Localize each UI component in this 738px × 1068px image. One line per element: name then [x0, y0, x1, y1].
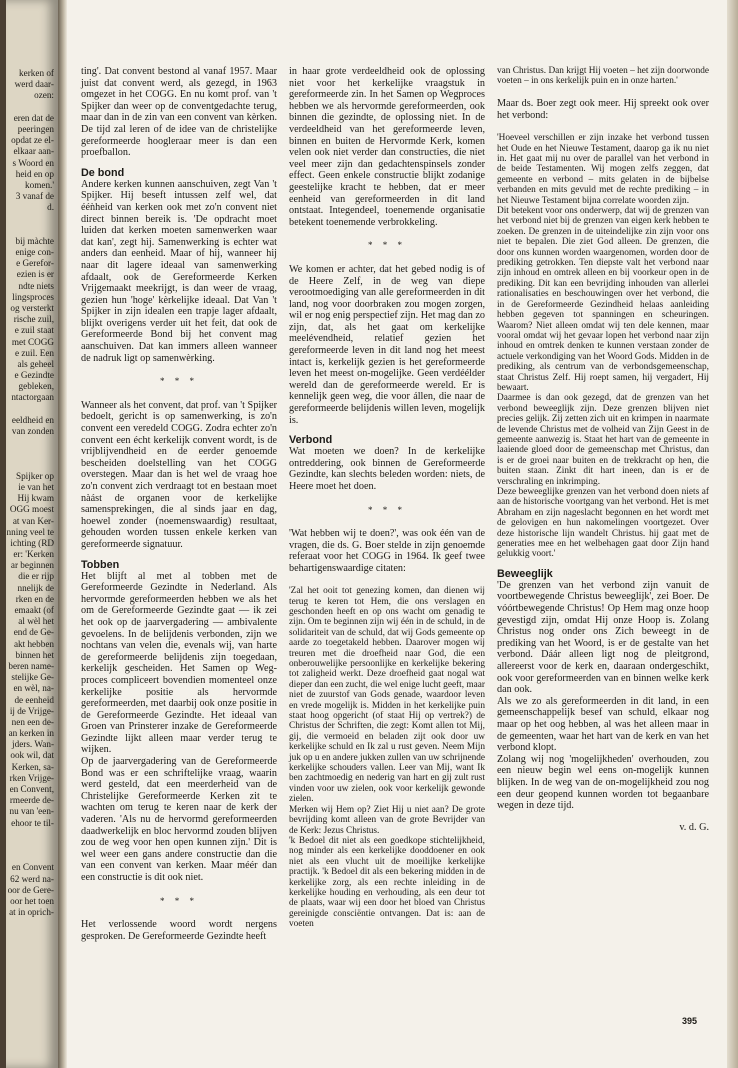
section-heading-verbond: Verbond [289, 434, 333, 447]
previous-page-line [6, 840, 54, 851]
previous-page-line: oor het toen [10, 895, 54, 906]
previous-page-line: nnelijk de [17, 582, 54, 593]
page-edge [727, 0, 738, 1068]
column-3 [497, 66, 709, 833]
previous-page-line: nning veel te [6, 526, 54, 537]
previous-page-line: enige con- [15, 247, 54, 257]
paragraph: Wat moeten we doen? In de kerkelijke ontreddering, ook binnen de Gereformeerde Gezindte, kan slechts beleden worden: niets, de Heere moet het doen. [289, 446, 485, 492]
previous-page-line: binnen het [15, 649, 54, 660]
previous-page-line: e zuil. Een [14, 347, 54, 358]
previous-page-line [6, 437, 54, 448]
previous-page-line: at van Ker- [12, 515, 54, 526]
previous-page-line: Spijker op [15, 470, 54, 481]
paragraph: Het verlossende woord wordt nergens gesproken. De Gereformeerde Gezindte heeft [81, 919, 277, 942]
paragraph: Andere kerken kunnen aanschuiven, zegt Van 't Spijker. Hij beseft intussen zelf wel, dat ééǹheid van kerken ook met zo'n convent niet direct binnen bereik is. 'De opdracht moet luiden dat kerken moeten samenwerken waar dat kan', zegt hij. Samenwerking is echter wat anders dan eenheid. Maar of hij, wanneer hij naar dit lagere ideaal van samenwerking afdaalt, ook de Gereformeerde Kerken Vrijgemaakt meekrijgt, is dan weer de vraag, gezien hun 'hoge' kèrkelijke ideaal. Dat Van 't Spijker in zijn idealen een trapje lager afdaalt, blijkt overigens verder uit het feit, dat ook de Gereformeerde Bond bij het convent mag aanschuiven. Dat kan immers alleen wanneer de nadruk ligt op samenwèrking. [81, 178, 277, 364]
previous-page-line: met COGG [11, 336, 54, 347]
previous-page-line: komen.' [25, 179, 54, 190]
section-divider: * * * [368, 504, 406, 515]
paragraph: Als we zo als gereformeerden in dit land, in een gemeenschappelijk besef van schuld, elkaar nog maar op het oog hebben, al was het alleen maar in de gemeenten, waar het hart van de kerk en van het verbond klopt. [497, 695, 709, 754]
previous-page-line: ichting (RD [10, 537, 54, 548]
paragraph: Het blijft al met al tobben met de Gereformeerde Gezindte in Nederland. Als hervormde gereformeerden hebben we als het om de Gereformeerde Gezindte gaat — ik zei het ook op de jaarvergadering — ambivalente gevoelens. In de belijdenis verbonden, zijn we nochtans van velen die, evenals wij, van harte de gereformeerde belijdenis zijn toegedaan, kerkelijk gescheiden. Het Samen op Weg-proces compliceert bovendien momenteel onze kerkelijke positie als hervormde gereformeerden, met daarbij ook onze positie in de Gereformeerde Gezindte. Het ideaal van Groen van Prinsterer inzake de Gereformeerde Gezindte lijkt alleen maar verder terug te wijken. [81, 570, 277, 756]
page-gutter [58, 0, 67, 1068]
section-divider: * * * [368, 240, 406, 251]
previous-page-line: OGG moest [9, 504, 54, 515]
previous-page-line: ook wil, dat [10, 750, 54, 761]
previous-page-line: ndte niets [18, 280, 54, 291]
previous-page-line: opdat ze el- [11, 135, 54, 146]
previous-page-line [6, 448, 54, 459]
previous-page-line: emaakt (of [14, 605, 54, 615]
previous-page-line: en wèl, na- [13, 683, 54, 694]
previous-page-line: de eenheid [14, 694, 54, 705]
previous-page-line: stelijke Ge- [11, 672, 54, 683]
previous-page-line [6, 213, 54, 224]
previous-page-line: rische zuil, [13, 314, 54, 325]
paragraph: Zolang wij nog 'mogelijkheden' overhouden, zou een nieuw begin wel eens on-mogelijk kunnen blijken. In de weg van de on-mogelijkheid zou nog een deur geopend kunnen worden tot begaanbare wegen in deze tijd. [497, 753, 709, 812]
previous-page-line: van zonden [11, 426, 54, 436]
previous-page-line: e Gezindte [14, 370, 54, 381]
previous-page-line [6, 829, 54, 840]
previous-page-line: ie van het [18, 481, 54, 492]
section-divider: * * * [160, 895, 198, 906]
previous-page-line: als geheel [17, 358, 54, 369]
previous-page-line: rmeerde de- [9, 795, 54, 806]
magazine-page [67, 0, 727, 1068]
previous-page-line: akt hebben [13, 638, 54, 649]
previous-page-line: ntactorgaan [11, 392, 54, 403]
paragraph: in haar grote verdeeldheid ook de oplossing niet voor het kerkelijke vraagstuk in gereformeerde zin. In het Samen op Wegproces hebben we als hervormde gereformeerden, ook binnen die gezindte, de oplossing niet. In de verdeeldheid van het gereformeerde leven, binnen en buiten de Hervormde Kerk, komen velen ook niet verder dan constructies, die niet veel meer zijn dan gedachtenspinsels zonder effect. Geen enkele constructie blijkt zodanige geestelijke kracht te hebben, dat er meer eenheid van gereformeerden in dit land ontstaat. Integendeel, toenemende organisatie betekent toenemende verbrokkeling. [289, 66, 485, 228]
page-number: 395 [681, 1016, 697, 1026]
paragraph: We komen er achter, dat het gebed nodig is of de Heere Zelf, in de weg van diepe verootmoediging van alle gereformeerden in dit land, nog voor doorbraken zou mogen zorgen, wil er nog enig perspectief zijn. Het mag dan zo zijn, dat, als het gaat om kerkelijke meelévendheid, relatief gezien het gereformeerde leven in dit land nog het meest intact is, kerkelijk gezien is het gereformeerde leven het meest on-mogelijke. Geen verdéélder wereld dan de gereformeerde wereld. Er is kennelijk geen weg, die voor állen, die naar de gereformeerde belijdenis willen leven, mogelijk is. [289, 263, 485, 426]
section-heading-de-bond: De bond [81, 166, 125, 179]
quotation: 'Hoeveel verschillen er zijn inzake het verbond tussen het Oude en het Nieuwe Testament, daarop ga ik nu niet in. Het gaat mij nu over de parallel van het verbond in de beide Testamenten. Wij mogen zelfs zeggen, dat gemeente en verbond – mits gelaten in de bijbelse verbanden en mits gevuld met de rechte prediking – in het Nieuwe Testament bijna correlate woorden zijn. [497, 133, 709, 206]
previous-page-line: 3 vanaf de [15, 191, 54, 202]
previous-page-fragment [6, 0, 58, 1068]
paragraph: Maar ds. Boer zegt ook meer. Hij spreekt ook over het verbond: [497, 98, 709, 121]
previous-page-line: eeldheid en [11, 414, 54, 425]
previous-page-line: at in oprich- [9, 907, 54, 918]
previous-page-line: werd daar- [14, 79, 54, 90]
section-heading-beweeglijk: Beweeglijk [497, 567, 553, 580]
previous-page-line: oor de Gere- [7, 884, 54, 895]
quotation: van Christus. Dan krijgt Hij voeten – het zijn doorwonde voeten – in ons kerkelijk puin en in onze harten.' [497, 66, 709, 87]
previous-page-line: ar beginnen [10, 560, 54, 571]
column-2 [289, 66, 485, 930]
previous-page-line: d. [47, 202, 54, 213]
previous-page-line: Kerken, sa- [11, 761, 54, 772]
previous-page-line: die er rijp [18, 571, 54, 582]
previous-page-line: peeringen [17, 123, 54, 134]
quotation: Merken wij Hem op? Ziet Hij u niet aan? De grote bevrijding komt alleen van de grote Bevrijder van de Kerk: Jezus Christus. [289, 804, 485, 836]
previous-page-line [6, 225, 54, 236]
paragraph: Wanneer als het convent, dat prof. van 't Spijker bedoelt, gericht is op samenwerking, is zo'n convent een veredeld COGG. Zodra echter zo'n convent een écht kerkelijk convent wordt, is de vrijblijvendheid en de eerder genoemde bescheiden doelstelling van het COGG overstegen. Maar dan is het wel de vraag hoe zo'n convent zich verdraagt tot en bestaan moet nàást de organen voor de kerkelijke samensprekingen, die al sinds jaar en dag, hoewel zonder (noemenswaardig) resultaat, gehouden worden tussen enkele kerken van gereformeerde signatuur. [81, 399, 277, 550]
paragraph: ting'. Dat convent bestond al vanaf 1957. Maar juist dat convent werd, als gezegd, in 1963 omgezet in het COGG. En nu komt prof. van 't Spijker dan weer op de conventgedachte terug, maar dan in de zin van een convent van kèrken. De tijd zal leren of de idee van de christelijke gereformeerde hoogleraar meer is dan een proefballon. [81, 66, 277, 159]
section-divider: * * * [160, 376, 198, 387]
previous-page-text [6, 68, 54, 918]
previous-page-line [6, 404, 54, 415]
previous-page-line: rken Vrijge- [9, 772, 54, 783]
previous-page-line: heid en op [15, 168, 54, 179]
previous-page-line: jders. Wan- [12, 739, 54, 750]
previous-page-line [6, 102, 54, 113]
previous-page-line: elkaar aan- [13, 146, 54, 157]
previous-page-line: gebleken, [18, 381, 54, 392]
previous-page-line: nen een de- [11, 716, 54, 727]
previous-page-line: nu van 'een- [9, 806, 54, 817]
previous-page-line: e Gerefor- [16, 258, 54, 269]
previous-page-line: e zuil staat [14, 325, 54, 336]
previous-page-line: rken en de [15, 593, 54, 604]
quotation: 'Zal het ooit tot genezing komen, dan dienen wij terug te keren tot Hem, die ons verslagen en geschonden heeft en op ons wacht om genadig te zijn. Om te beginnen zijn wij één in de schuld, in de solidariteit van de schuld, dat wij Gods gemeente op aarde zo toegetakeld hebben. Daarover mogen wij treuren met die droefheid naar God, die een onberouwelijke persoonlijke en kerkelijke bekering tot zaligheid werkt. Deze droefheid gaat nogal wat dieper dan een zucht, die wel enige lucht geeft, maar niet de zuurstof van Gods genade, waardoor leven en vrede mogelijk is. Midden in het kerkelijke puin staat hoog opgericht (of staat Hij op vertrek?) de Christus der Schriften, die zegt: Komt allen tot Mij, gij, die vermoeid en beladen zijt ook door uw kerkelijke schuld en Ik zal u rust geven. Neem Mijn juk op u en andere jukken zullen van uw schrijnende kerkelijke schouders vallen. Leer van Mij, want Ik ben zachtmoedig en nederig van hart en gij zult rust vinden voor uw zielen, ook voor kerkelijk gewonde zielen. [289, 586, 485, 805]
previous-page-line: an kerken in [8, 728, 54, 739]
previous-page-line: ezien is er [16, 269, 54, 280]
previous-page-line: bij màchte [15, 235, 54, 246]
paragraph: 'Wat hebben wij te doen?', was ook één van de vragen, die ds. G. Boer stelde in zijn genoemde referaat voor het COGG in 1964. Ik geef twee behartigenswaardige citaten: [289, 528, 485, 574]
column-1 [81, 66, 277, 942]
previous-page-line: lingsproces [12, 291, 54, 302]
author-signature: v. d. G. [679, 821, 709, 833]
previous-page-line: en Convent, [9, 784, 54, 794]
section-heading-tobben: Tobben [81, 558, 120, 571]
paragraph: Op de jaarvergadering van de Gereformeerde Bond was er een schriftelijke vraag, waarin werd gesteld, dat een meerderheid van de Christelijke Gereformeerde Kerken zit te wachten om terug te keren naar de kerk der vaderen. 'Als nu de hervormd gereformeerden daadwerkelijk en bloc hervormd zouden blijven zou de weg voor hen open kunnen zijn.' Dit is wel weer een gans andere constructie dan die van een convent van kerken. Maar méér dan een constructie is dit ook niet. [81, 756, 277, 883]
previous-page-line: en Convent [11, 862, 54, 873]
previous-page-line [6, 460, 54, 471]
previous-page-line: end de Ge- [13, 627, 54, 638]
quotation: Daarmee is dan ook gezegd, dat de grenzen van het verbond beweeglijk zijn. Deze grenzen blijven niet precies gelijk. Zij zetten zich uit en krimpen in naarmate de levende Christus met de volheid van Zijn Geest in de gemeente aanwezig is. Staat het hart van de gemeente in laaiende gloed door de gemeenschap met Christus, dan is er de groei naar buiten en de trekkracht op hen, die buiten staan. Zinkt dit hart ineen, dan is er de verschraling en inkrimping. [497, 393, 709, 487]
previous-page-line: ehoor te til- [11, 817, 54, 828]
previous-page-line: 62 werd na- [10, 873, 54, 884]
previous-page-line: Hij kwam [17, 493, 54, 504]
paragraph: 'De grenzen van het verbond zijn vanuit de voortbewegende Christus beweeglijk', zei Boer. De vóórtbewegende Christus! Op Hem mag onze hoop gevestigd zijn, omdat Hij onze Hoop is. Zolang Christus nog onder ons Zich beweegt in de prediking van het Woord, is er de gestalte van het verbond. Dáár alleen ligt nog de pleitgrond, allereerst voor de kerk en, daaraan ondergeschikt, ook voor gereformeerden van en binnen welke kerk dan ook. [497, 579, 709, 696]
previous-page-line [6, 851, 54, 862]
previous-page-line: eren dat de [13, 112, 54, 123]
previous-page-line: beren name- [8, 660, 54, 671]
quotation: 'k Bedoel dit niet als een goedkope stichtelijkheid, nog minder als een kerkelijke dooddoener en ook niet als een vlucht uit de moeilijke kerkelijke practijk. 'k Bedoel dit als een bekering midden in de kerkelijke zorg, als een rechte inleiding in de kerkelijke houding en verhouding, als een deur tot de plaats, waar wij een door het bloed van Christus gereinigde consciëntie ontvangen. Dat is: aan de voeten [289, 835, 485, 930]
previous-page-line: ij de Vrijge- [9, 705, 54, 716]
previous-page-line: kerken of [19, 68, 54, 78]
previous-page-line: er: 'Kerken [13, 549, 54, 560]
previous-page-line: og versterkt [10, 302, 54, 313]
quotation: Dit betekent voor ons onderwerp, dat wij de grenzen van het verbond niet bij de grenzen van eigen kerk hebben te zoeken. De grenzen in de uiteindelijke zin zijn voor ons niet te bepalen. Die ziet God alleen. De grenzen, die door ons kunnen worden waargenomen, worden door de prediking getrokken. Ten diepste valt het verbond naar zijn inhoud en omtrek alleen en bij voorkeur open in de prediking. Dit kan een bevrijding inhouden van allerlei rationalisaties en beschouwingen over het verbond, die in de Gereformeerde Gezindheid helaas aanleiding hebben gegeven tot spanningen en scheuringen. Waarom? Niet alleen omdat wij ten dele kennen, maar vooral omdat wij het gevaar lopen het verbond naar zijn inhoud en omtrek denken te kunnen verstaan zonder de actuele verkondiging van het Woord Gods. Midden in de prediking, als centrum van de verbondsgemeenschap, staat Christus Zelf. Hij roept samen, hij vergadert, Hij bewaart. [497, 206, 709, 393]
quotation: Deze beweeglijke grenzen van het verbond doen niets af aan de historische voortgang van het verbond. Het is met Abraham en zijn nageslacht begonnen en het wordt met de gelovigen en hun nakomelingen voortgezet. Over deze historische lijn wandelt Christus. hij gaat met de generaties mee en het welbehagen gaat door Zijn hand gelukkig voort.' [497, 487, 709, 560]
previous-page-line: ozen: [34, 90, 54, 101]
previous-page-line: al wèl het [18, 616, 54, 627]
previous-page-line: s Woord en [12, 157, 54, 168]
